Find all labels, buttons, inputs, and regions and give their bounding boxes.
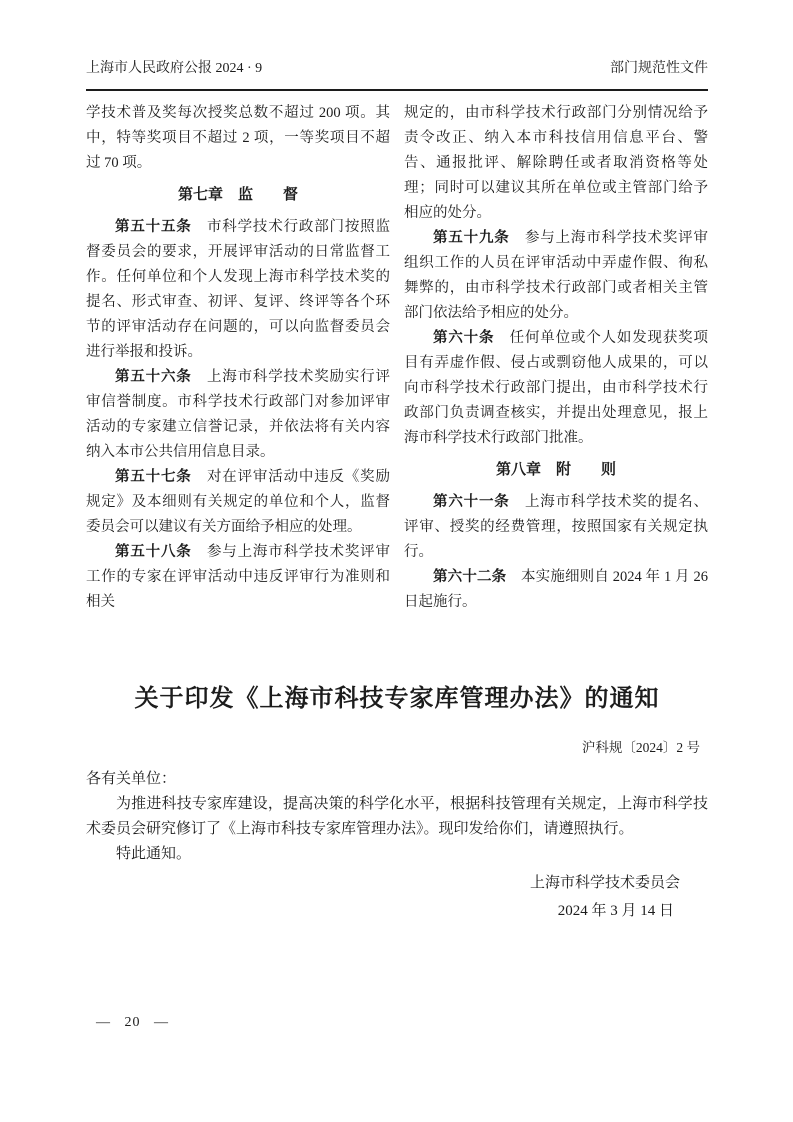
notice-title: 关于印发《上海市科技专家库管理办法》的通知 — [134, 685, 660, 712]
paragraph — [404, 326, 708, 451]
salutation: 各有关单位： — [86, 771, 177, 787]
gazette-title: 上海市人民政府公报 2024 · 9 — [86, 61, 263, 76]
column-left — [86, 101, 390, 615]
article-number: 第五十五条 — [115, 219, 192, 235]
paragraph — [86, 365, 390, 465]
chapter-heading: 第七章 监 督 — [177, 187, 298, 203]
paragraph — [404, 226, 708, 326]
section-label: 部门规范性文件 — [610, 61, 708, 76]
article-text: 本实施细则自 2024 年 1 月 26 日起施行。 — [404, 569, 709, 610]
article-text: 上海市科学技术奖的提名、评审、授奖的经费管理，按照国家有关规定执行。 — [404, 494, 709, 560]
notice-section — [86, 684, 708, 925]
signature-date: 2024 年 3 月 14 日 — [557, 903, 674, 919]
doc-number: 沪科规〔2024〕2 号 — [581, 740, 700, 755]
article-number: 第六十条 — [433, 330, 495, 346]
article-text: 参与上海市科学技术奖评审组织工作的人员在评审活动中弄虚作假、徇私舞弊的，由市科学技术行政部门或者相关主管部门依法给予相应的处分。 — [404, 230, 709, 321]
chapter-heading: 第八章 附 则 — [495, 462, 616, 478]
article-text: 市科学技术行政部门按照监督委员会的要求，开展评审活动的日常监督工作。任何单位和个人发现上海市科学技术奖的提名、形式审查、初评、复评、终评等各个环节的评审活动存在问题的，可以向监督委员会进行举报和投诉。 — [86, 219, 391, 360]
article-number: 第五十九条 — [433, 230, 510, 246]
regulation-body — [86, 101, 708, 615]
article-text: 任何单位或个人如发现获奖项目有弄虚作假、侵占或剽窃他人成果的，可以向市科学技术行政部门提出，由市科学技术行政部门负责调查核实，并提出处理意见，报上海市科学技术行政部门批准。 — [404, 330, 709, 446]
article-number: 第五十八条 — [115, 544, 192, 560]
paragraph — [404, 101, 708, 226]
paragraph — [86, 465, 390, 540]
paragraph — [86, 540, 390, 615]
article-number: 第五十七条 — [115, 469, 192, 485]
paragraph — [86, 101, 390, 176]
notice-paragraph: 为推进科技专家库建设，提高决策的科学化水平，根据科技管理有关规定，上海市科学技术委员会研究修订了《上海市科技专家库管理办法》。现印发给你们，请遵照执行。 — [86, 796, 708, 837]
article-text: 上海市科学技术奖励实行评审信誉制度。市科学技术行政部门对参加评审活动的专家建立信誉记录，并依法将有关内容纳入本市公共信用信息目录。 — [86, 369, 391, 460]
column-right — [404, 101, 708, 615]
article-text: 规定的，由市科学技术行政部门分别情况给予责令改正、纳入本市科技信用信息平台、警告、通报批评、解除聘任或者取消资格等处理；同时可以建议其所在单位或主管部门给予相应的处分。 — [404, 105, 708, 221]
article-text: 学技术普及奖每次授奖总数不超过 200 项。其中，特等奖项目不超过 2 项，一等奖项目不超过 70 项。 — [86, 105, 390, 171]
signature-org: 上海市科学技术委员会 — [529, 875, 680, 891]
article-text: 参与上海市科学技术奖评审工作的专家在评审活动中违反评审行为准则和相关 — [86, 544, 391, 610]
paragraph — [404, 490, 708, 565]
paragraph — [404, 565, 708, 615]
article-number: 第五十六条 — [115, 369, 192, 385]
notice-paragraphs — [86, 792, 708, 867]
article-number: 第六十一条 — [433, 494, 510, 510]
page-number: — 20 — — [96, 1015, 169, 1030]
article-text: 对在评审活动中违反《奖励规定》及本细则有关规定的单位和个人，监督委员会可以建议有关方面给予相应的处理。 — [86, 469, 391, 535]
notice-paragraph: 特此通知。 — [116, 846, 192, 862]
article-number: 第六十二条 — [433, 569, 507, 585]
paragraph — [86, 215, 390, 365]
notice-body — [86, 767, 708, 925]
page-header — [86, 60, 708, 91]
